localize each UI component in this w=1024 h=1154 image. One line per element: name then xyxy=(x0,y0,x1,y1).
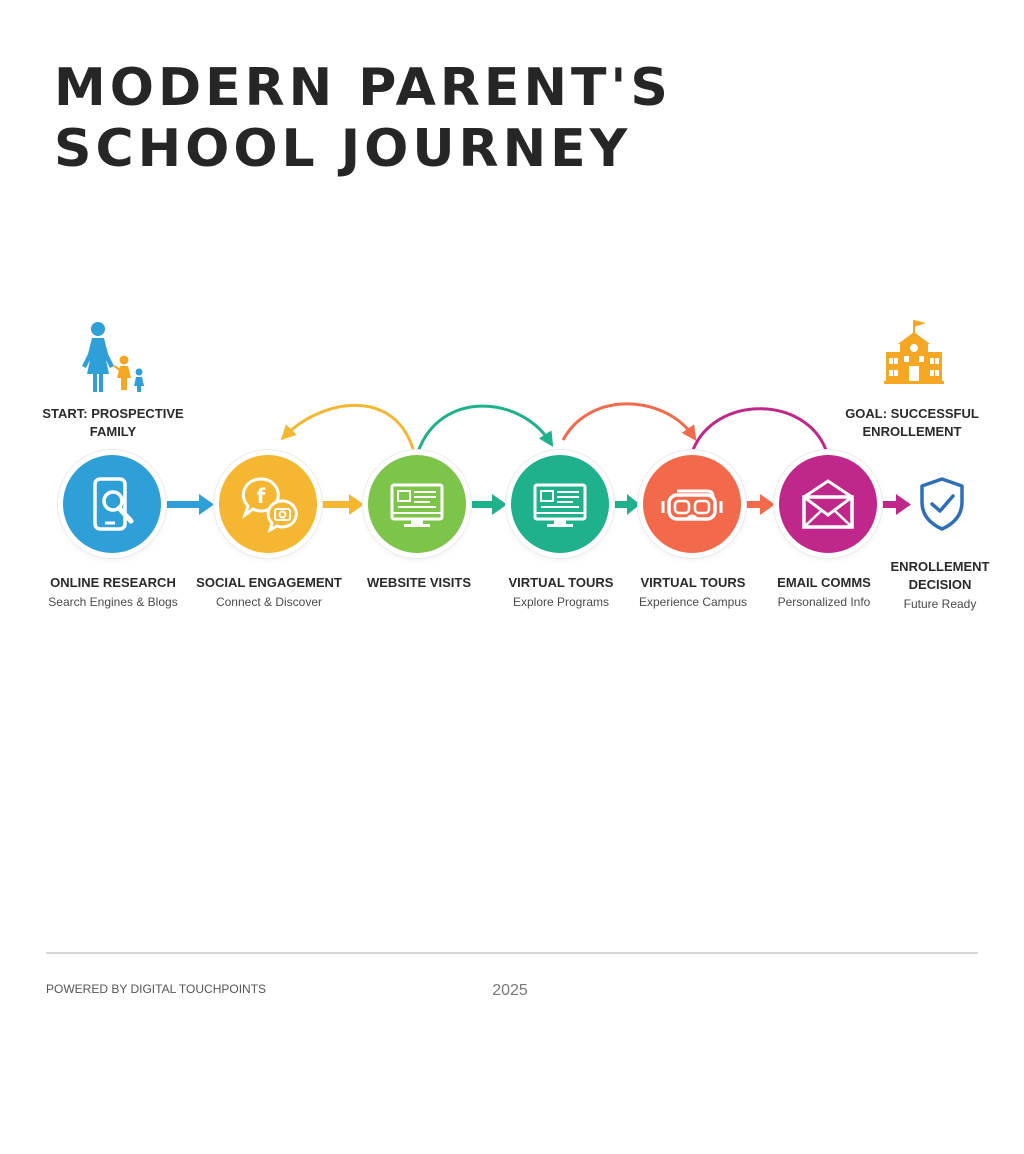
flow-arrow-6 xyxy=(882,494,911,515)
monitor-tour-icon xyxy=(511,455,609,553)
flow-arrow-2 xyxy=(323,494,364,515)
step-social-engagement[interactable] xyxy=(219,455,317,553)
school-building-icon xyxy=(884,318,944,384)
step-title: WEBSITE VISITS xyxy=(366,575,471,590)
decision-subtitle: Future Ready xyxy=(903,597,977,611)
step-title: SOCIAL ENGAGEMENT xyxy=(196,575,342,590)
flow-arrow-1 xyxy=(167,494,214,515)
footer-credit: POWERED BY DIGITAL TOUCHPOINTS xyxy=(46,982,267,996)
arc-connector-4 xyxy=(693,409,826,450)
arc-connector-1 xyxy=(285,405,414,452)
step-subtitle: Search Engines & Blogs xyxy=(48,595,178,609)
flow-arrow-4 xyxy=(615,494,640,515)
step-subtitle: Explore Programs xyxy=(512,595,610,609)
step-title: VIRTUAL TOURS xyxy=(640,575,746,590)
footer-year: 2025 xyxy=(492,982,528,999)
decision-title: ENROLLEMENT DECISION xyxy=(890,559,990,592)
step-subtitle: Connect & Discover xyxy=(215,595,323,609)
step-label-1 xyxy=(28,574,198,610)
svg-text:f: f xyxy=(256,484,266,508)
phone-search-icon xyxy=(63,455,161,553)
step-title: ONLINE RESEARCH xyxy=(50,575,176,590)
goal-label: GOAL: SUCCESSFUL ENROLLEMENT xyxy=(845,406,979,439)
title-line-1: MODERN PARENT'S xyxy=(54,58,672,118)
envelope-icon xyxy=(779,455,877,553)
step-label-2 xyxy=(184,574,354,610)
vr-headset-icon xyxy=(643,455,741,553)
title-line-2: SCHOOL JOURNEY xyxy=(54,119,632,179)
step-website-visits[interactable] xyxy=(368,455,466,553)
step-virtual-tours-campus[interactable] xyxy=(643,455,741,553)
flow-arrow-3 xyxy=(472,494,507,515)
step-subtitle: Personalized Info xyxy=(777,595,871,609)
step-virtual-tours-programs[interactable] xyxy=(511,455,609,553)
shield-check-icon[interactable] xyxy=(918,476,966,532)
arc-connector-2 xyxy=(418,406,550,452)
monitor-website-icon xyxy=(368,455,466,553)
step-title: EMAIL COMMS xyxy=(777,575,871,590)
step-online-research[interactable] xyxy=(63,455,161,553)
social-chat-icon xyxy=(219,455,317,553)
step-title: VIRTUAL TOURS xyxy=(508,575,614,590)
family-icon xyxy=(76,320,150,394)
footer-divider xyxy=(46,952,978,954)
step-label-decision xyxy=(880,558,1000,612)
step-subtitle: Experience Campus xyxy=(638,595,748,609)
arc-connector-3 xyxy=(563,404,693,440)
flow-arrow-5 xyxy=(746,494,775,515)
step-email-comms[interactable] xyxy=(779,455,877,553)
start-label: START: PROSPECTIVE FAMILY xyxy=(42,406,184,439)
